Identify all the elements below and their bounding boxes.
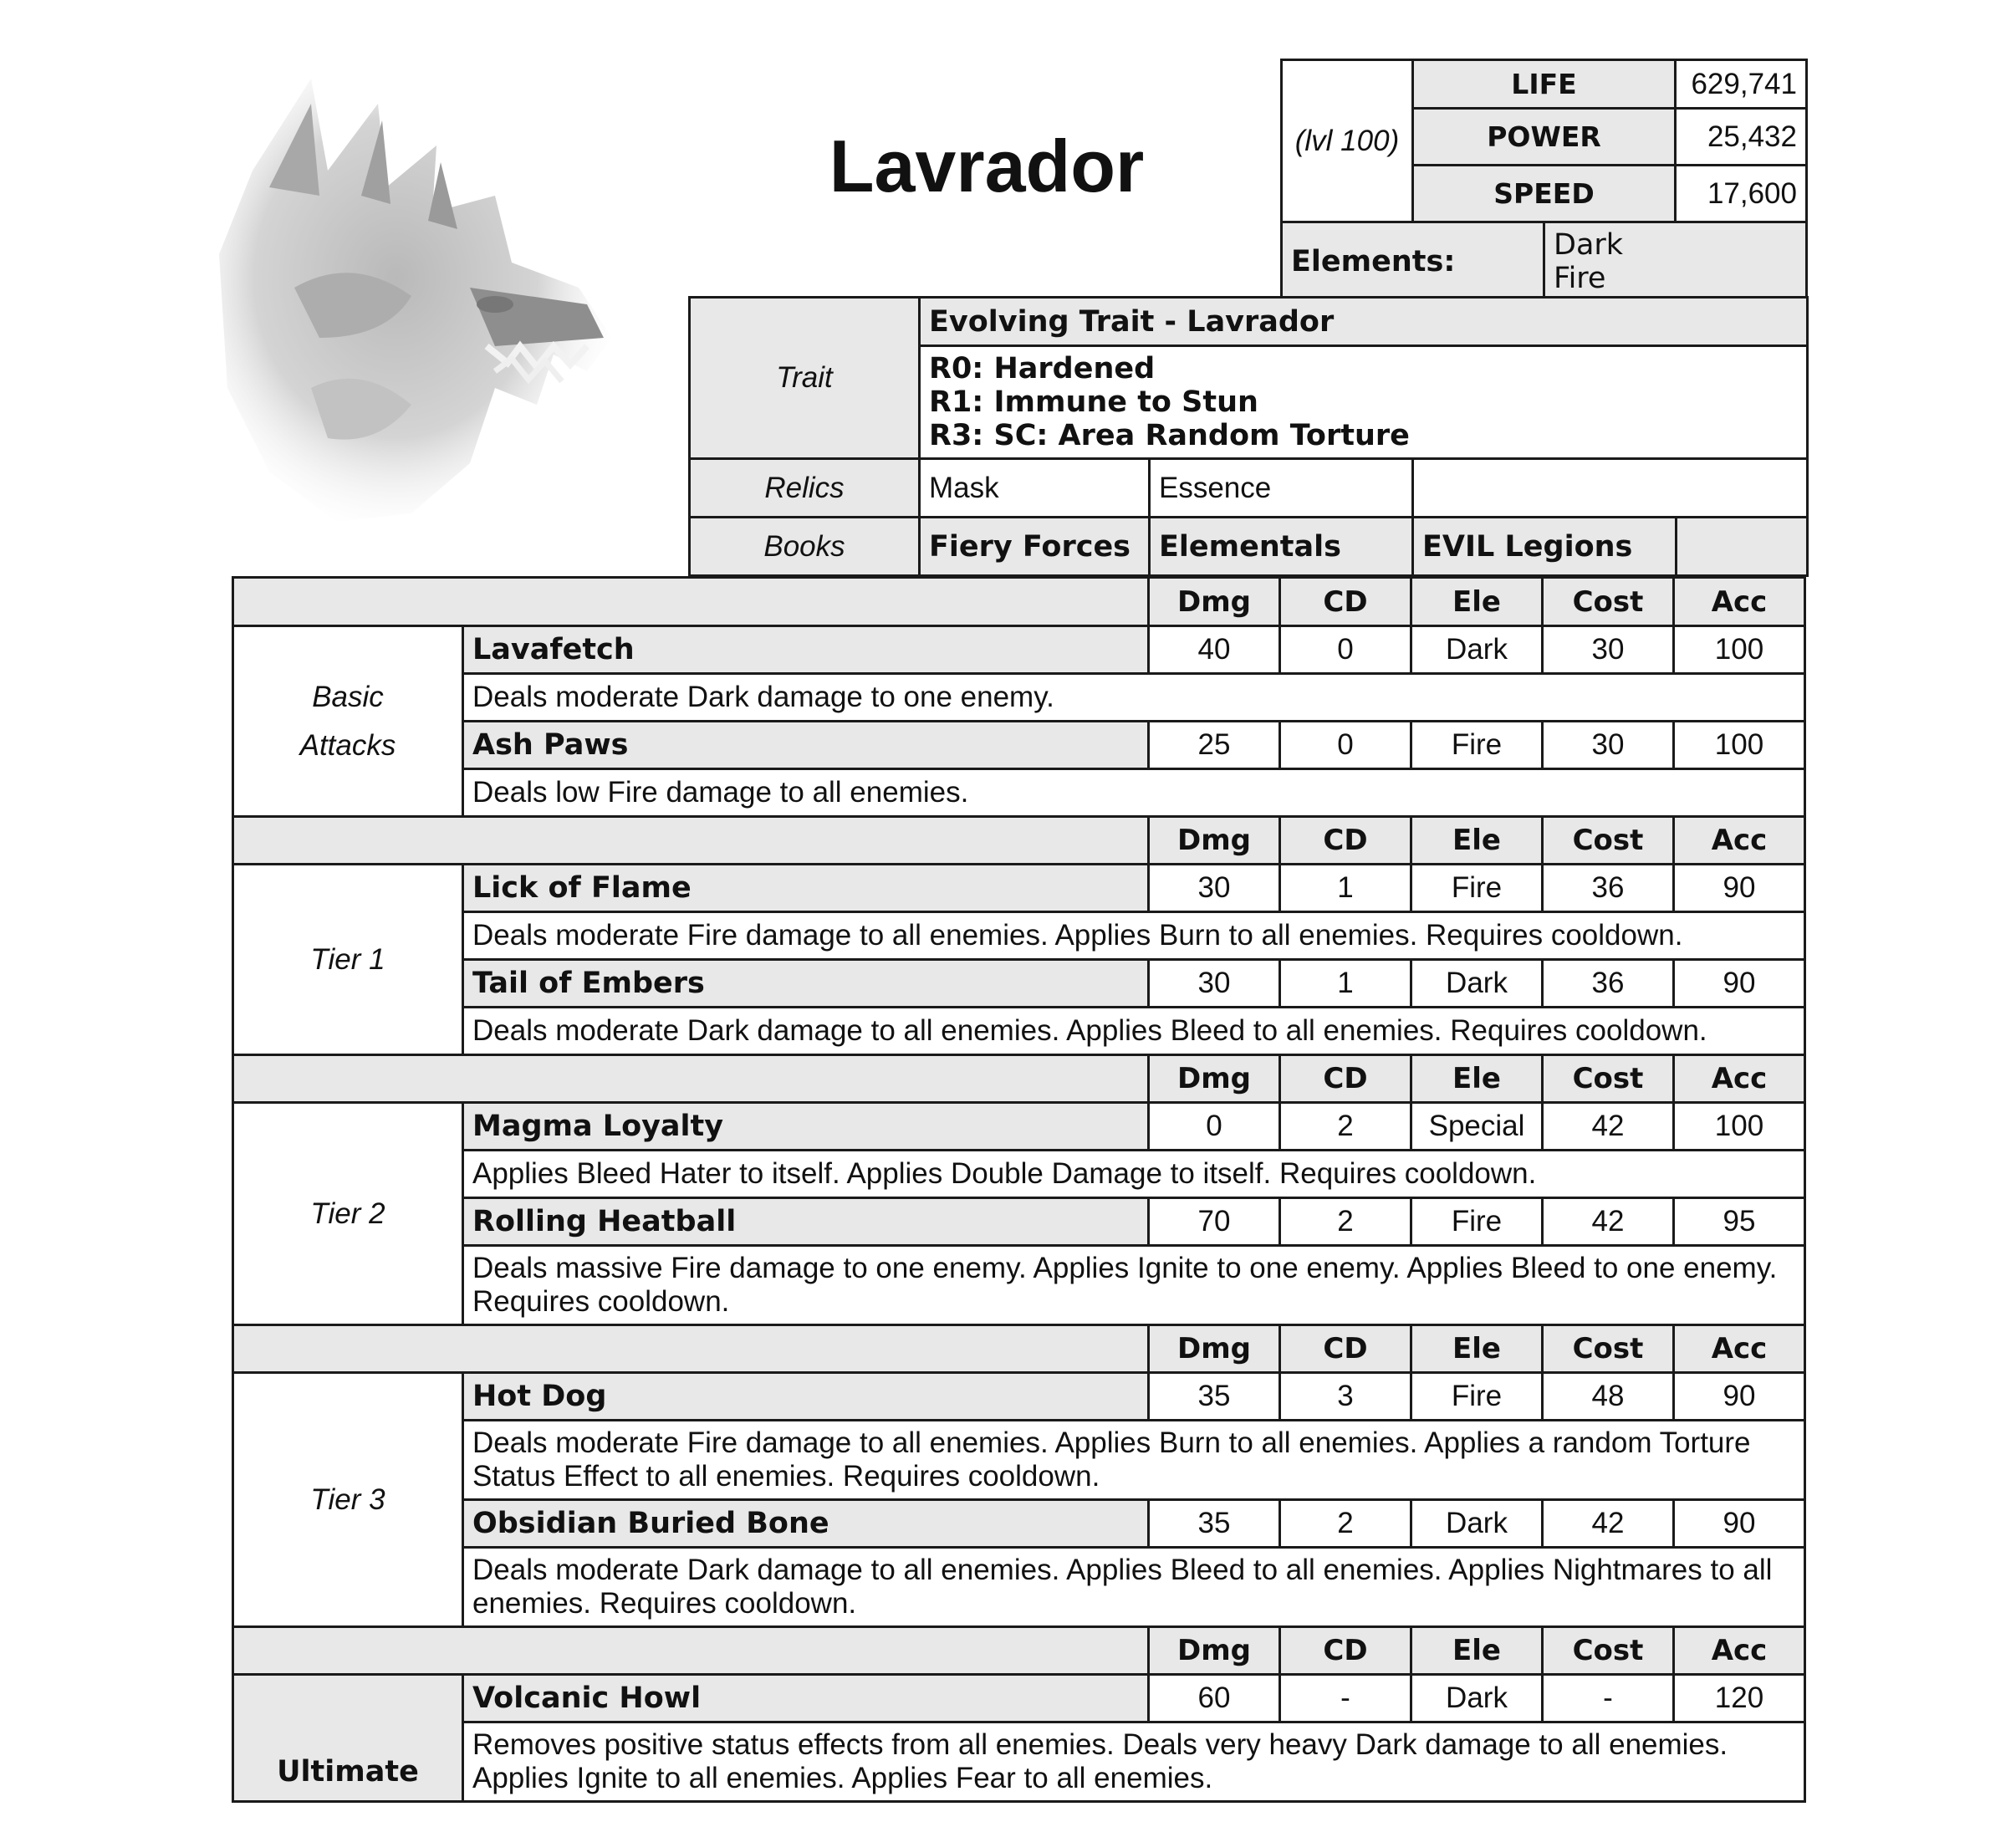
move-description: Deals moderate Dark damage to all enemies. Applies Bleed to all enemies. Requires cooldown. <box>463 1008 1805 1055</box>
move-cost: 42 <box>1543 1500 1674 1548</box>
stat-label-life: LIFE <box>1413 60 1676 109</box>
move-acc: 90 <box>1674 960 1805 1008</box>
move-acc: 100 <box>1674 626 1805 674</box>
column-header-cd: CD <box>1280 817 1411 865</box>
move-description: Deals moderate Fire damage to all enemies. Applies Burn to all enemies. Requires cooldown. <box>463 912 1805 960</box>
column-header-dmg: Dmg <box>1149 1627 1280 1675</box>
move-row <box>233 1675 1805 1722</box>
move-dmg: 30 <box>1149 960 1280 1008</box>
column-header-ele: Ele <box>1411 1627 1543 1675</box>
book-item-2: EVIL Legions <box>1413 518 1677 576</box>
stat-value-life: 629,741 <box>1676 60 1807 109</box>
section-label-tier-1: Tier 1 <box>233 865 463 1055</box>
move-acc: 95 <box>1674 1198 1805 1246</box>
move-description: Deals moderate Dark damage to one enemy. <box>463 674 1805 722</box>
section-label-tier-2: Tier 2 <box>233 1103 463 1325</box>
move-name: Ash Paws <box>463 722 1149 769</box>
move-description: Deals massive Fire damage to one enemy. Applies Ignite to one enemy. Applies Bleed to one enemy. Requires cooldown. <box>463 1246 1805 1325</box>
move-ele: Dark <box>1411 1500 1543 1548</box>
relic-item-0: Mask <box>920 459 1150 518</box>
move-acc: 90 <box>1674 1373 1805 1421</box>
move-cd: 3 <box>1280 1373 1411 1421</box>
move-description: Removes positive status effects from all enemies. Deals very heavy Dark damage to all enemies. Applies Ignite to all enemies. Applies Fear to all enemies. <box>463 1722 1805 1802</box>
move-dmg: 35 <box>1149 1373 1280 1421</box>
move-cd: - <box>1280 1675 1411 1722</box>
column-header-dmg: Dmg <box>1149 1055 1280 1103</box>
move-cost: 36 <box>1543 865 1674 912</box>
move-description: Applies Bleed Hater to itself. Applies Double Damage to itself. Requires cooldown. <box>463 1151 1805 1198</box>
trait-ranks <box>920 346 1808 459</box>
column-header-cd: CD <box>1280 1055 1411 1103</box>
move-cd: 1 <box>1280 960 1411 1008</box>
section-header-spacer <box>233 1325 1149 1373</box>
move-ele: Special <box>1411 1103 1543 1151</box>
trait-rank-0: R0: Hardened <box>929 352 1156 385</box>
column-header-ele: Ele <box>1411 1055 1543 1103</box>
column-header-ele: Ele <box>1411 578 1543 626</box>
books-label: Books <box>690 518 920 576</box>
column-header-dmg: Dmg <box>1149 1325 1280 1373</box>
move-dmg: 0 <box>1149 1103 1280 1151</box>
move-row <box>233 626 1805 674</box>
move-acc: 100 <box>1674 1103 1805 1151</box>
move-acc: 90 <box>1674 1500 1805 1548</box>
move-cd: 2 <box>1280 1198 1411 1246</box>
stat-label-speed: SPEED <box>1413 166 1676 222</box>
trait-rank-1: R1: Immune to Stun <box>929 385 1258 419</box>
column-header-cost: Cost <box>1543 578 1674 626</box>
move-ele: Fire <box>1411 722 1543 769</box>
relic-item-1: Essence <box>1150 459 1413 518</box>
section-header-spacer <box>233 1055 1149 1103</box>
move-cd: 0 <box>1280 722 1411 769</box>
move-description: Deals low Fire damage to all enemies. <box>463 769 1805 817</box>
move-row <box>233 960 1805 1008</box>
column-header-cost: Cost <box>1543 817 1674 865</box>
move-name: Lavafetch <box>463 626 1149 674</box>
column-header-ele: Ele <box>1411 817 1543 865</box>
move-dmg: 40 <box>1149 626 1280 674</box>
move-acc: 90 <box>1674 865 1805 912</box>
move-description: Deals moderate Dark damage to all enemies. Applies Bleed to all enemies. Applies Nightmares to all enemies. Requires cooldown. <box>463 1548 1805 1627</box>
move-ele: Fire <box>1411 1373 1543 1421</box>
move-cd: 2 <box>1280 1103 1411 1151</box>
level-label: (lvl 100) <box>1282 60 1413 222</box>
move-name: Magma Loyalty <box>463 1103 1149 1151</box>
move-acc: 120 <box>1674 1675 1805 1722</box>
move-name: Hot Dog <box>463 1373 1149 1421</box>
elements-label: Elements: <box>1282 222 1544 301</box>
section-label-ultimate: Ultimate <box>233 1675 463 1802</box>
column-header-cost: Cost <box>1543 1325 1674 1373</box>
element-fire: Fire <box>1554 261 1606 295</box>
element-dark: Dark <box>1554 227 1624 262</box>
column-header-cost: Cost <box>1543 1055 1674 1103</box>
section-label-tier-3: Tier 3 <box>233 1373 463 1627</box>
moves-table <box>232 576 1806 1803</box>
creature-portrait <box>219 70 637 538</box>
column-header-cd: CD <box>1280 578 1411 626</box>
column-header-dmg: Dmg <box>1149 578 1280 626</box>
move-name: Obsidian Buried Bone <box>463 1500 1149 1548</box>
move-ele: Dark <box>1411 1675 1543 1722</box>
move-ele: Fire <box>1411 1198 1543 1246</box>
move-row <box>233 1198 1805 1246</box>
move-row <box>233 1373 1805 1421</box>
section-header-spacer <box>233 1627 1149 1675</box>
column-header-acc: Acc <box>1674 1055 1805 1103</box>
section-header-spacer <box>233 817 1149 865</box>
stat-label-power: POWER <box>1413 109 1676 166</box>
stat-value-speed: 17,600 <box>1676 166 1807 222</box>
relic-item-2 <box>1413 459 1808 518</box>
column-header-acc: Acc <box>1674 578 1805 626</box>
trait-rank-2: R3: SC: Area Random Torture <box>929 419 1410 452</box>
move-ele: Dark <box>1411 626 1543 674</box>
move-cd: 1 <box>1280 865 1411 912</box>
section-label-basic-attacks <box>233 626 463 817</box>
column-header-cd: CD <box>1280 1325 1411 1373</box>
move-dmg: 30 <box>1149 865 1280 912</box>
column-header-dmg: Dmg <box>1149 817 1280 865</box>
book-item-1: Elementals <box>1150 518 1413 576</box>
move-row <box>233 865 1805 912</box>
trait-title: Evolving Trait - Lavrador <box>920 298 1808 346</box>
move-cost: 30 <box>1543 722 1674 769</box>
move-row <box>233 722 1805 769</box>
stats-table <box>1280 59 1808 302</box>
move-cost: - <box>1543 1675 1674 1722</box>
column-header-acc: Acc <box>1674 1627 1805 1675</box>
move-cost: 30 <box>1543 626 1674 674</box>
column-header-acc: Acc <box>1674 1325 1805 1373</box>
book-item-0: Fiery Forces <box>920 518 1150 576</box>
move-cost: 48 <box>1543 1373 1674 1421</box>
creature-name: Lavrador <box>829 125 1145 207</box>
stat-value-power: 25,432 <box>1676 109 1807 166</box>
move-cd: 2 <box>1280 1500 1411 1548</box>
move-cost: 42 <box>1543 1103 1674 1151</box>
move-name: Volcanic Howl <box>463 1675 1149 1722</box>
elements-values <box>1544 222 1807 301</box>
move-row <box>233 1500 1805 1548</box>
section-header-spacer <box>233 578 1149 626</box>
move-ele: Fire <box>1411 865 1543 912</box>
move-cost: 36 <box>1543 960 1674 1008</box>
relics-label: Relics <box>690 459 920 518</box>
section-label-text: Basic Attacks <box>299 680 396 762</box>
move-dmg: 70 <box>1149 1198 1280 1246</box>
move-dmg: 60 <box>1149 1675 1280 1722</box>
trait-relic-book-table <box>688 296 1809 577</box>
trait-label: Trait <box>690 298 920 459</box>
column-header-cd: CD <box>1280 1627 1411 1675</box>
move-dmg: 35 <box>1149 1500 1280 1548</box>
move-name: Lick of Flame <box>463 865 1149 912</box>
move-row <box>233 1103 1805 1151</box>
column-header-acc: Acc <box>1674 817 1805 865</box>
column-header-cost: Cost <box>1543 1627 1674 1675</box>
move-description: Deals moderate Fire damage to all enemies. Applies Burn to all enemies. Applies a random Torture Status Effect to all enemies. Requires cooldown. <box>463 1421 1805 1500</box>
book-item-3 <box>1677 518 1808 576</box>
move-dmg: 25 <box>1149 722 1280 769</box>
move-name: Tail of Embers <box>463 960 1149 1008</box>
column-header-ele: Ele <box>1411 1325 1543 1373</box>
move-ele: Dark <box>1411 960 1543 1008</box>
move-cd: 0 <box>1280 626 1411 674</box>
move-acc: 100 <box>1674 722 1805 769</box>
move-name: Rolling Heatball <box>463 1198 1149 1246</box>
move-cost: 42 <box>1543 1198 1674 1246</box>
